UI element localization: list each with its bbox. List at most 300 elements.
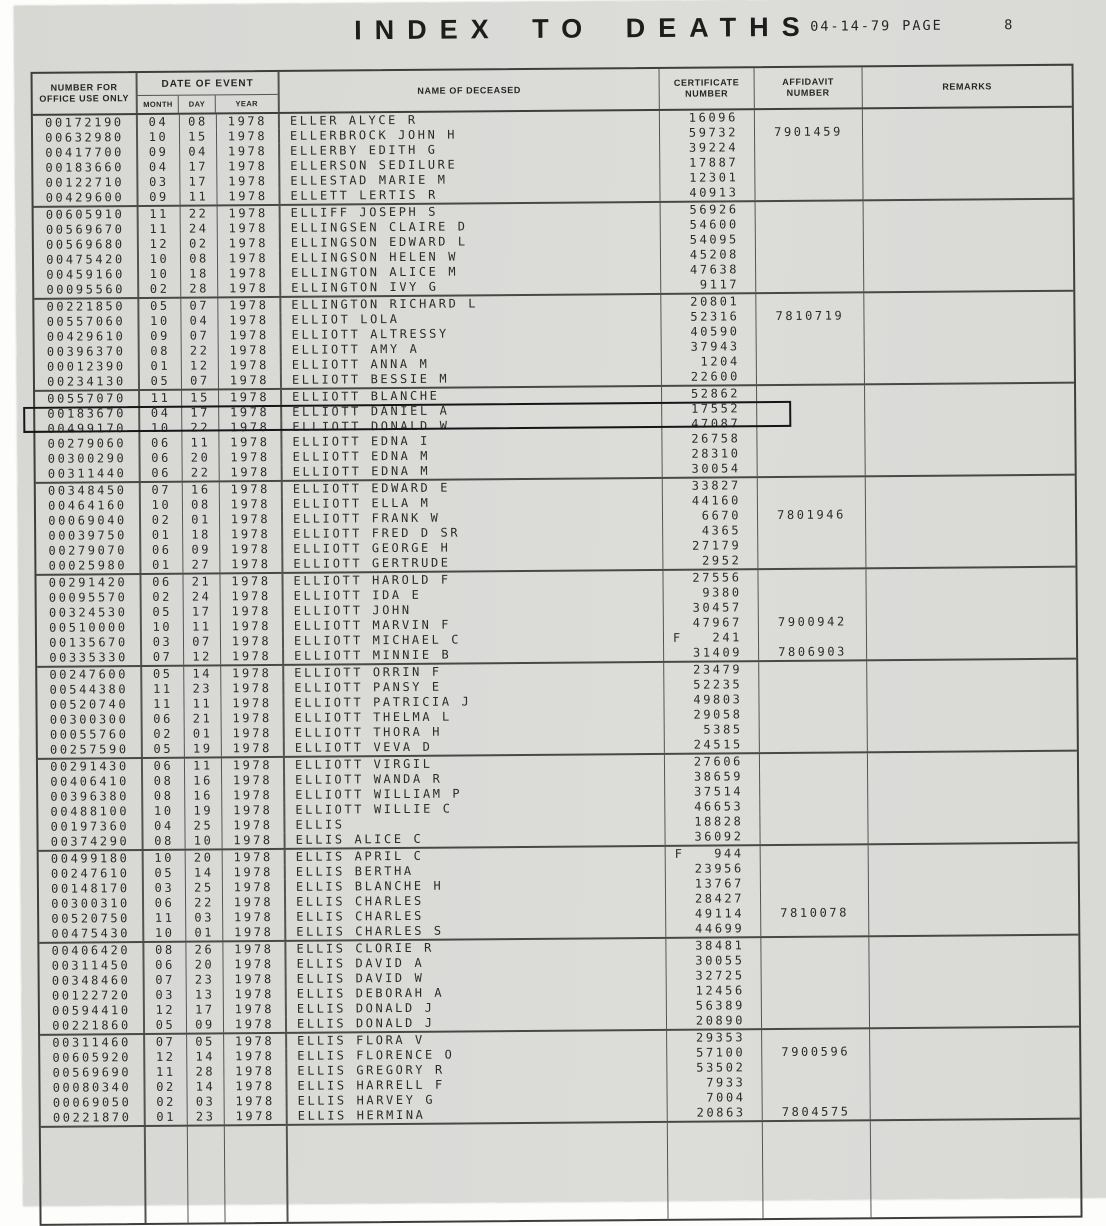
affidavit-number-cell: [762, 997, 870, 1013]
certificate-number-cell: 30054: [663, 461, 758, 477]
affidavit-number-cell: [760, 753, 868, 769]
month-cell: 05: [142, 667, 184, 682]
day-cell: 14: [184, 666, 221, 681]
day-cell: 28: [187, 1064, 224, 1079]
office-number-cell: 00247600: [37, 667, 142, 683]
affidavit-number-cell: [759, 661, 867, 677]
year-cell: 1978: [217, 114, 280, 129]
month-cell: 08: [144, 943, 186, 958]
month-cell: 10: [143, 804, 185, 819]
office-number-cell: 00429600: [33, 190, 138, 206]
certificate-number-cell: F 241: [664, 630, 759, 646]
office-number-cell: 00300310: [39, 896, 144, 912]
office-number-cell: 00396380: [38, 789, 143, 805]
remarks-cell: [865, 399, 1074, 416]
certificate-number-cell: 44160: [663, 493, 758, 509]
deceased-name-cell: ELLIS HARVEY G: [288, 1091, 668, 1109]
remarks-cell: [864, 245, 1073, 262]
certificate-number-cell: 29058: [665, 707, 760, 723]
year-cell: 1978: [219, 343, 282, 358]
deceased-name-cell: ELLIS FLORENCE O: [287, 1046, 667, 1064]
remarks-cell: [869, 874, 1078, 891]
certificate-number-cell: 40590: [662, 324, 757, 340]
certificate-number-cell: 22600: [662, 369, 757, 385]
deceased-name-cell: ELLINGSON EDWARD L: [281, 233, 661, 251]
month-cell: 05: [143, 742, 185, 757]
deceased-name-cell: ELLIOTT ANNA M: [282, 355, 662, 373]
year-cell: 1978: [219, 358, 282, 373]
remarks-cell: [865, 337, 1074, 354]
day-cell: 08: [181, 251, 218, 266]
office-number-cell: 00300300: [38, 712, 143, 728]
day-cell: 25: [185, 818, 222, 833]
deceased-name-cell: ELLIOTT BLANCHE: [282, 387, 662, 405]
certificate-prefix: F: [672, 630, 683, 645]
remarks-cell: [867, 598, 1076, 615]
year-cell: 1978: [217, 189, 280, 204]
affidavit-number-cell: 7804575: [763, 1104, 871, 1120]
year-cell: 1978: [224, 987, 287, 1002]
month-cell: 02: [145, 1080, 187, 1095]
month-cell: 11: [144, 911, 186, 926]
deceased-name-cell: ELLIS HARRELL F: [287, 1076, 667, 1094]
year-cell: 1978: [218, 266, 281, 281]
month-cell: 08: [143, 774, 185, 789]
office-number-cell: 00396370: [35, 344, 140, 360]
day-cell: 20: [186, 957, 223, 972]
day-cell: 22: [183, 465, 220, 480]
table-body: [33, 108, 1080, 1126]
certificate-number-cell: 39224: [660, 140, 755, 156]
remarks-cell: [869, 844, 1078, 861]
year-cell: 1978: [220, 527, 283, 542]
office-number-cell: 00594410: [40, 1003, 145, 1019]
affidavit-number-cell: [760, 721, 868, 737]
office-number-cell: 00569690: [40, 1065, 145, 1081]
month-cell: 10: [138, 130, 180, 145]
certificate-number-cell: 54095: [661, 232, 756, 248]
day-cell: 16: [183, 482, 220, 497]
certificate-number-cell: 33827: [663, 478, 758, 494]
certificate-number-cell: 56926: [661, 202, 756, 218]
deceased-name-cell: ELLIOTT AMY A: [282, 340, 662, 358]
certificate-number-cell: 20863: [668, 1105, 763, 1121]
year-cell: 1978: [218, 221, 281, 236]
affidavit-number-cell: [759, 676, 867, 692]
column-header-office-number: NUMBER FOR OFFICE USE ONLY: [33, 73, 138, 114]
affidavit-number-cell: [757, 353, 865, 369]
day-cell: 16: [185, 773, 222, 788]
month-cell: 01: [140, 359, 182, 374]
month-cell: 09: [140, 329, 182, 344]
day-cell: 08: [180, 114, 217, 129]
year-cell: 1978: [219, 328, 282, 343]
office-number-cell: 00183660: [33, 160, 138, 176]
remarks-cell: [871, 1103, 1080, 1120]
affidavit-number-cell: [761, 890, 869, 906]
office-number-cell: 00569670: [34, 222, 139, 238]
affidavit-number-cell: [757, 368, 865, 384]
year-cell: 1978: [223, 850, 286, 865]
deceased-name-cell: ELLIOTT GEORGE H: [283, 539, 663, 557]
affidavit-number-cell: [755, 184, 863, 200]
month-cell: 05: [140, 374, 182, 389]
remarks-cell: [867, 675, 1076, 692]
office-number-cell: 00055760: [38, 727, 143, 743]
affidavit-number-cell: [756, 276, 864, 292]
month-cell: 05: [144, 866, 186, 881]
month-cell: 12: [145, 1003, 187, 1018]
affidavit-number-cell: [758, 492, 866, 508]
page-title: INDEX TO DEATHS: [354, 11, 813, 46]
day-cell: 11: [180, 189, 217, 204]
year-cell: 1978: [222, 741, 285, 756]
year-cell: 1978: [221, 681, 284, 696]
day-cell: 04: [180, 144, 217, 159]
affidavit-number-cell: [762, 1029, 870, 1045]
month-cell: 09: [138, 145, 180, 160]
month-cell: 05: [142, 605, 184, 620]
month-cell: 07: [142, 650, 184, 665]
remarks-cell: [869, 936, 1078, 953]
affidavit-number-cell: [755, 154, 863, 170]
deceased-name-cell: ELLIOTT VEVA D: [285, 738, 665, 756]
office-number-cell: 00499170: [35, 421, 140, 437]
office-number-cell: 00122710: [33, 175, 138, 191]
deceased-name-cell: ELLINGTON IVY G: [281, 278, 661, 296]
month-cell: 06: [144, 958, 186, 973]
affidavit-number-cell: 7810719: [756, 308, 864, 324]
certificate-number-cell: 7933: [667, 1075, 762, 1091]
year-cell: 1978: [225, 1094, 288, 1109]
year-cell: 1978: [218, 236, 281, 251]
remarks-cell: [865, 367, 1074, 384]
affidavit-number-cell: [756, 201, 864, 217]
year-cell: 1978: [217, 129, 280, 144]
year-cell: 1978: [223, 925, 286, 940]
month-cell: 06: [143, 759, 185, 774]
day-cell: 28: [181, 281, 218, 296]
affidavit-number-cell: [759, 584, 867, 600]
document-header: [14, 7, 1106, 50]
affidavit-number-cell: 7901459: [755, 124, 863, 140]
remarks-cell: [865, 444, 1074, 461]
remarks-cell: [863, 138, 1072, 155]
certificate-number-cell: 54600: [661, 217, 756, 233]
month-cell: 06: [140, 436, 182, 451]
day-cell: 17: [180, 159, 217, 174]
remarks-cell: [867, 643, 1076, 660]
year-cell: 1978: [218, 251, 281, 266]
affidavit-number-cell: [762, 982, 870, 998]
day-cell: 27: [183, 557, 220, 572]
certificate-number-cell: 44699: [666, 921, 761, 937]
remarks-cell: [865, 352, 1074, 369]
deceased-name-cell: ELLIOTT DANIEL A: [282, 402, 662, 420]
month-cell: 06: [141, 575, 183, 590]
deceased-name-cell: ELLERBROCK JOHN H: [280, 126, 660, 144]
certificate-number-cell: 45208: [661, 247, 756, 263]
affidavit-number-cell: [760, 706, 868, 722]
remarks-cell: [867, 613, 1076, 630]
year-cell: 1978: [225, 1109, 288, 1124]
day-cell: 23: [187, 972, 224, 987]
affidavit-number-cell: [756, 293, 864, 309]
day-cell: 12: [184, 649, 221, 664]
remarks-cell: [866, 476, 1075, 493]
day-cell: 22: [181, 206, 218, 221]
office-number-cell: 00488100: [38, 804, 143, 820]
year-cell: 1978: [217, 144, 280, 159]
deceased-name-cell: ELLIOTT WILLIAM P: [285, 785, 665, 803]
year-cell: 1978: [218, 313, 281, 328]
year-cell: 1978: [219, 405, 282, 420]
month-cell: 10: [142, 620, 184, 635]
day-cell: 04: [181, 313, 218, 328]
remarks-cell: [863, 108, 1072, 125]
day-cell: 09: [187, 1017, 224, 1032]
day-cell: 24: [184, 589, 221, 604]
deceased-name-cell: ELLIS DAVID A: [286, 954, 666, 972]
remarks-cell: [869, 919, 1078, 936]
deceased-name-cell: ELLETT LERTIS R: [280, 186, 660, 204]
remarks-cell: [868, 705, 1077, 722]
month-cell: 09: [138, 190, 180, 205]
certificate-number-cell: 17887: [660, 155, 755, 171]
office-number-cell: 00291420: [36, 575, 141, 591]
remarks-cell: [867, 660, 1076, 677]
certificate-number-cell: 30055: [666, 953, 761, 969]
affidavit-number-cell: [755, 169, 863, 185]
certificate-prefix: F: [674, 846, 685, 861]
column-header-year: YEAR: [235, 99, 258, 109]
year-cell: 1978: [217, 174, 280, 189]
month-cell: 11: [142, 682, 184, 697]
column-header-date-of-event: DATE OF EVENT MONTH DAY YEAR: [138, 72, 280, 113]
remarks-cell: [869, 951, 1078, 968]
remarks-cell: [868, 735, 1077, 752]
affidavit-number-cell: [761, 875, 869, 891]
day-cell: 11: [184, 619, 221, 634]
month-cell: 10: [139, 252, 181, 267]
remarks-cell: [868, 767, 1077, 784]
office-number-cell: 00544380: [37, 682, 142, 698]
office-number-cell: 00197360: [38, 819, 143, 835]
day-cell: 17: [184, 604, 221, 619]
month-cell: 10: [144, 926, 186, 941]
affidavit-number-cell: [760, 813, 868, 829]
office-number-cell: 00475420: [34, 252, 139, 268]
certificate-number-cell: 4365: [663, 523, 758, 539]
certificate-number-cell: 7004: [668, 1090, 763, 1106]
day-cell: 07: [182, 373, 219, 388]
affidavit-number-cell: [762, 1012, 870, 1028]
affidavit-number-cell: [757, 323, 865, 339]
deceased-name-cell: ELLIOTT DONALD W: [282, 417, 662, 435]
affidavit-number-cell: [760, 736, 868, 752]
year-cell: 1978: [221, 649, 284, 664]
office-number-cell: 00406420: [39, 943, 144, 959]
remarks-cell: [866, 459, 1075, 476]
year-cell: 1978: [221, 634, 284, 649]
deceased-name-cell: ELLINGTON RICHARD L: [281, 295, 661, 313]
year-cell: 1978: [224, 1079, 287, 1094]
affidavit-number-cell: [759, 691, 867, 707]
affidavit-number-cell: [761, 920, 869, 936]
year-cell: 1978: [222, 758, 285, 773]
year-cell: 1978: [219, 450, 282, 465]
column-header-affidavit: AFFIDAVIT NUMBER: [755, 67, 863, 108]
day-cell: 18: [181, 266, 218, 281]
year-cell: 1978: [219, 420, 282, 435]
month-cell: 02: [142, 590, 184, 605]
affidavit-number-cell: 7900942: [759, 614, 867, 630]
office-number-cell: 00605910: [34, 207, 139, 223]
day-cell: 23: [184, 681, 221, 696]
office-number-cell: 00417700: [33, 145, 138, 161]
deceased-name-cell: ELLIOTT VIRGIL: [285, 755, 665, 773]
day-cell: 09: [183, 542, 220, 557]
month-cell: 04: [140, 406, 182, 421]
remarks-cell: [865, 384, 1074, 401]
day-cell: 01: [186, 925, 223, 940]
certificate-number-cell: 56389: [667, 998, 762, 1014]
certificate-number-cell: 26758: [662, 431, 757, 447]
deceased-name-cell: ELLIS CLORIE R: [286, 939, 666, 957]
deceased-name-cell: ELLIS CHARLES: [286, 907, 666, 925]
certificate-number-cell: 46653: [665, 799, 760, 815]
deceased-name-cell: ELLIOTT EDNA M: [282, 447, 662, 465]
remarks-cell: [870, 996, 1079, 1013]
office-number-cell: 00406410: [38, 774, 143, 790]
office-number-cell: 00291430: [38, 759, 143, 775]
month-cell: 10: [141, 498, 183, 513]
office-number-cell: 00429610: [35, 329, 140, 345]
deceased-name-cell: ELLIS BLANCHE H: [286, 877, 666, 895]
year-cell: 1978: [224, 1017, 287, 1032]
month-cell: 11: [139, 222, 181, 237]
certificate-number-cell: 38481: [666, 938, 761, 954]
remarks-cell: [863, 123, 1072, 140]
certificate-number-cell: 37943: [662, 339, 757, 355]
year-cell: 1978: [221, 666, 284, 681]
certificate-number-cell: 52235: [664, 677, 759, 693]
office-number-cell: 00148170: [39, 881, 144, 897]
affidavit-number-cell: [758, 552, 866, 568]
day-cell: 16: [185, 788, 222, 803]
year-cell: 1978: [222, 711, 285, 726]
affidavit-number-cell: [758, 477, 866, 493]
remarks-cell: [870, 1043, 1079, 1060]
certificate-number-cell: 5385: [665, 722, 760, 738]
deceased-name-cell: ELLIS DONALD J: [287, 1014, 667, 1032]
day-cell: 24: [181, 221, 218, 236]
office-number-cell: 00221850: [34, 299, 139, 315]
day-cell: 18: [183, 527, 220, 542]
affidavit-number-cell: [762, 967, 870, 983]
certificate-number-cell: 20801: [661, 294, 756, 310]
affidavit-number-cell: [761, 845, 869, 861]
office-number-cell: 00172190: [33, 115, 138, 131]
month-cell: 04: [138, 115, 180, 130]
certificate-number-cell: 20890: [667, 1013, 762, 1029]
certificate-number-cell: 28427: [666, 891, 761, 907]
day-cell: 17: [180, 174, 217, 189]
month-cell: 03: [144, 881, 186, 896]
year-cell: 1978: [224, 972, 287, 987]
affidavit-number-cell: [757, 430, 865, 446]
remarks-cell: [869, 859, 1078, 876]
deceased-name-cell: ELLIOTT ELLA M: [283, 494, 663, 512]
remarks-cell: [868, 797, 1077, 814]
affidavit-number-cell: [755, 139, 863, 155]
column-header-certificate: CERTIFICATE NUMBER: [660, 68, 755, 109]
month-cell: 02: [146, 1095, 188, 1110]
office-number-cell: 00122720: [40, 988, 145, 1004]
year-cell: 1978: [217, 159, 280, 174]
month-cell: 12: [139, 237, 181, 252]
month-cell: 03: [138, 175, 180, 190]
day-cell: 07: [184, 634, 221, 649]
year-cell: 1978: [223, 833, 286, 848]
certificate-number-cell: 23956: [666, 861, 761, 877]
remarks-cell: [866, 568, 1075, 585]
remarks-cell: [869, 904, 1078, 921]
column-header-month: MONTH: [138, 96, 180, 113]
office-number-cell: 00234130: [35, 374, 140, 390]
certificate-number-cell: 28310: [662, 446, 757, 462]
affidavit-number-cell: [760, 798, 868, 814]
year-cell: 1978: [223, 957, 286, 972]
certificate-number-cell: 27606: [665, 754, 760, 770]
day-cell: 14: [187, 1049, 224, 1064]
office-number-cell: 00374290: [39, 834, 144, 850]
office-number-cell: 00039750: [36, 528, 141, 544]
month-cell: 10: [139, 267, 181, 282]
certificate-number-cell: 53502: [667, 1060, 762, 1076]
office-number-cell: 00012390: [35, 359, 140, 375]
day-cell: 25: [186, 880, 223, 895]
remarks-cell: [864, 307, 1073, 324]
month-cell: 02: [143, 727, 185, 742]
deceased-name-cell: ELLERBY EDITH G: [280, 141, 660, 159]
deaths-index-table: [31, 64, 1083, 1226]
office-number-cell: 00300290: [36, 451, 141, 467]
certificate-number-cell: 1204: [662, 354, 757, 370]
year-cell: 1978: [221, 619, 284, 634]
certificate-number-cell: 2952: [663, 553, 758, 569]
certificate-number-cell: 23479: [664, 662, 759, 678]
office-number-cell: 00025980: [36, 558, 141, 574]
deceased-name-cell: ELLIFF JOSEPH S: [281, 203, 661, 221]
year-cell: 1978: [221, 696, 284, 711]
certificate-number-cell: 38659: [665, 769, 760, 785]
month-cell: 07: [141, 483, 183, 498]
deceased-name-cell: ELLIOTT MINNIE B: [284, 646, 664, 664]
deceased-name-cell: ELLIOTT ORRIN F: [284, 663, 664, 681]
deceased-name-cell: ELLIOTT HAROLD F: [283, 571, 663, 589]
certificate-number-cell: 12301: [660, 170, 755, 186]
deceased-name-cell: ELLIS DONALD J: [287, 999, 667, 1017]
day-cell: 22: [182, 343, 219, 358]
deceased-name-cell: ELLIS BERTHA: [286, 862, 666, 880]
month-cell: 10: [144, 851, 186, 866]
affidavit-number-cell: [756, 231, 864, 247]
office-number-cell: 00464160: [36, 498, 141, 514]
office-number-cell: 00069040: [36, 513, 141, 529]
affidavit-number-cell: [763, 1089, 871, 1105]
affidavit-number-cell: [758, 522, 866, 538]
